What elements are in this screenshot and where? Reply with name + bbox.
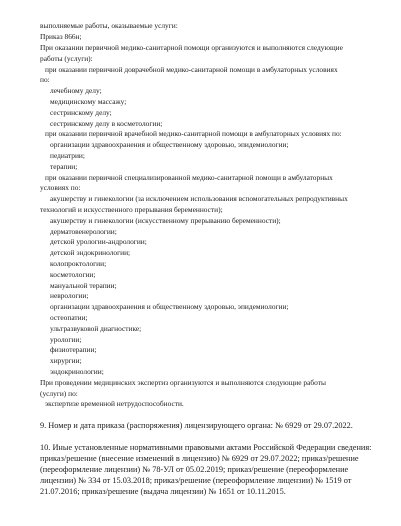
section-10-line: (переоформление лицензии) № 78-УЛ от 05.02.2019; приказ/решение (переоформление [40, 465, 349, 474]
text-line: колопроктологии; [50, 259, 107, 268]
text-line: по: [40, 75, 50, 84]
text-line: терапии; [50, 162, 78, 171]
text-line: дерматовенерологии; [50, 227, 117, 236]
section-10-line: 21.07.2016; приказ/решение (выдача лицензии) № 1651 от 10.11.2015. [40, 487, 286, 496]
text-line: косметологии; [50, 270, 96, 279]
text-line: При проведении медицинских экспертиз организуются и выполняются следующие работы [40, 378, 326, 387]
section-10-line: лицензии) № 334 от 15.03.2018; приказ/решение (переоформление лицензии) № 1519 от [40, 476, 352, 485]
text-line: организации здравоохранения и общественному здоровью, эпидемиологии; [50, 140, 289, 149]
section-9: 9. Номер и дата приказа (распоряжения) лицензирующего органа: № 6929 от 29.07.2022. [40, 421, 353, 430]
text-line: лечебному делу; [50, 86, 102, 95]
text-line: физиотерапии; [50, 345, 97, 354]
text-line: при оказании первичной специализированной медико-санитарной помощи в амбулаторных [45, 173, 333, 182]
text-line: ультразвуковой диагностике; [50, 324, 142, 333]
text-line: при оказании первичной доврачебной медико-санитарной помощи в амбулаторных условиях [45, 65, 338, 74]
text-line: экспертизе временной нетрудоспособности. [45, 399, 184, 408]
text-line: акушерству и гинекологии (за исключением использования вспомогательных репродуктивных [50, 194, 348, 203]
text-line: акушерству и гинекологии (искусственному прерыванию беременности); [50, 216, 281, 225]
text-line: сестринскому делу в косметологии; [50, 119, 163, 128]
section-10-line: приказ/решение (внесение изменений в лицензию) № 6929 от 29.07.2022; приказ/решение [40, 454, 359, 463]
text-line: хирургии; [50, 356, 82, 365]
text-line: (услуги) по: [40, 389, 78, 398]
text-line: детской эндокринологии; [50, 248, 131, 257]
text-line: мануальной терапии; [50, 281, 117, 290]
text-line: работы (услуги): [40, 54, 93, 63]
text-line: эндокринологии; [50, 367, 104, 376]
text-line: неврологии; [50, 291, 89, 300]
text-line: медицинскому массажу; [50, 97, 127, 106]
text-line: организации здравоохранения и общественному здоровью, эпидемиологии; [50, 302, 289, 311]
text-line: остеопатии; [50, 313, 88, 322]
text-line: педиатрии; [50, 151, 85, 160]
text-line: технологий и искусственного прерывания беременности); [40, 205, 223, 214]
section-10-line: 10. Иные установленные нормативными правовыми актами Российской Федерации сведения: [40, 443, 372, 452]
text-line: сестринскому делу; [50, 108, 112, 117]
text-line: При оказании первичной медико-санитарной помощи организуются и выполняются следующие [40, 43, 343, 52]
text-line: при оказании первичной врачебной медико-санитарной помощи в амбулаторных условиях по: [45, 129, 342, 138]
text-line: детской урологии-андрологии; [50, 237, 147, 246]
text-line: выполняемые работы, оказываемые услуги: [40, 21, 178, 30]
text-line: Приказ 866н; [40, 32, 82, 41]
text-line: урологии; [50, 335, 82, 344]
text-line: условиях по: [40, 183, 81, 192]
